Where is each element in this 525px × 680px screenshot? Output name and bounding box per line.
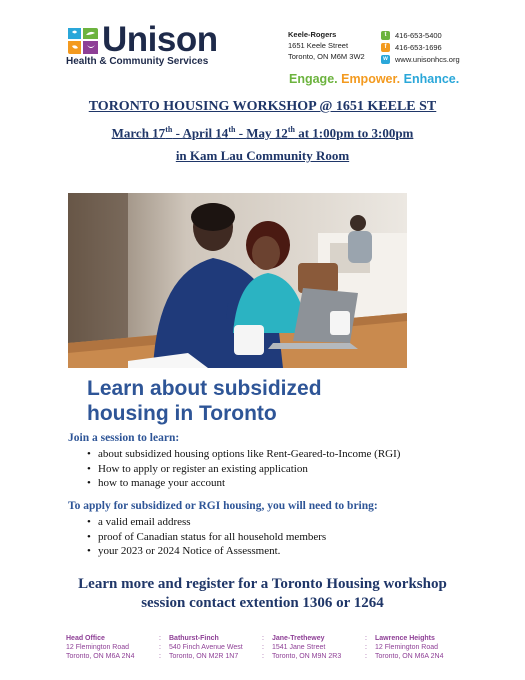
site-address [288, 29, 365, 62]
phone-icon: t [381, 31, 390, 40]
address-line-1: 1651 Keele Street [288, 41, 349, 50]
tagline-engage: Engage. [289, 72, 338, 86]
bring-list [87, 515, 326, 559]
location-city: Toronto, ON M6A 2N4 [66, 653, 135, 660]
contact-info [381, 29, 460, 65]
location-name: Lawrence Heights [375, 635, 435, 642]
phone-number: 416-653-5400 [395, 30, 442, 40]
location-street: 12 Flemington Road [66, 644, 130, 651]
unison-logo-icon [66, 26, 100, 58]
footer-separator: : : : [159, 635, 161, 660]
site-name: Keele-Rogers [288, 30, 337, 39]
footer-location-head-office [66, 634, 171, 661]
footer-location-lawrence-heights [375, 634, 480, 661]
footer-location-bathurst-finch [169, 634, 274, 661]
location-street: 540 Finch Avenue West [169, 644, 243, 651]
cta-line-1: Learn more and register for a Toronto Housing workshop [78, 576, 447, 592]
list-item: • your 2023 or 2024 Notice of Assessment. [87, 544, 326, 559]
logo-subtitle: Health & Community Services [66, 56, 209, 67]
location-city: Toronto, ON M9N 2R3 [272, 653, 342, 660]
call-to-action [0, 575, 525, 613]
footer-separator: : : : [262, 635, 264, 660]
people-at-laptop-illustration [68, 193, 407, 368]
cta-line-2: session contact extention 1306 or 1264 [141, 595, 384, 611]
fax-icon: f [381, 43, 390, 52]
location-city: Toronto, ON M2R 1N7 [169, 653, 239, 660]
tagline [289, 72, 459, 86]
date-3: May 12 [246, 125, 288, 141]
location-name: Jane-Trethewey [272, 635, 325, 642]
web-icon: w [381, 55, 390, 64]
ordinal-2: th [228, 125, 236, 134]
workshop-time: at 1:00pm to 3:00pm [298, 125, 414, 141]
headline-line-1: Learn about subsidized [87, 377, 322, 400]
workshop-dates: March 17th - April 14th - May 12th at 1:00pm to 3:00pm [111, 125, 414, 141]
footer-locations [66, 634, 486, 661]
hero-photo [68, 193, 407, 368]
fax-row [381, 41, 460, 53]
headline [87, 376, 322, 426]
footer-location-jane-trethewey [272, 634, 377, 661]
date-2: April 14 [182, 125, 229, 141]
list-item: • a valid email address [87, 515, 326, 530]
date-1: March 17 [111, 125, 166, 141]
ordinal-1: th [165, 125, 173, 134]
section-bring-heading: To apply for subsidized or RGI housing, you will need to bring: [68, 500, 378, 512]
tagline-enhance: Enhance. [403, 72, 460, 86]
section-learn-heading: Join a session to learn: [68, 432, 180, 444]
list-item: • How to apply or register an existing application [87, 462, 400, 477]
list-item: • proof of Canadian status for all household members [87, 530, 326, 545]
location-street: 12 Flemington Road [375, 644, 439, 651]
learn-list [87, 447, 400, 491]
tagline-empower: Empower. [341, 72, 401, 86]
ordinal-3: th [287, 125, 295, 134]
workshop-title: TORONTO HOUSING WORKSHOP @ 1651 KEELE ST [88, 99, 437, 114]
website-row [381, 53, 460, 65]
fax-number: 416-653-1696 [395, 42, 442, 52]
headline-line-2: housing in Toronto [87, 402, 277, 425]
workshop-room: in Kam Lau Community Room [175, 148, 350, 163]
footer-separator: : : : [365, 635, 367, 660]
address-line-2: Toronto, ON M6M 3W2 [288, 52, 365, 61]
list-item: • how to manage your account [87, 476, 400, 491]
location-name: Head Office [66, 635, 105, 642]
location-street: 1541 Jane Street [272, 644, 326, 651]
website-link[interactable]: www.unisonhcs.org [395, 54, 460, 64]
phone-row [381, 29, 460, 41]
location-name: Bathurst-Finch [169, 635, 219, 642]
logo-wordmark: Unison [102, 20, 218, 59]
location-city: Toronto, ON M6A 2N4 [375, 653, 444, 660]
list-item: • about subsidized housing options like Rent-Geared-to-Income (RGI) [87, 447, 400, 462]
